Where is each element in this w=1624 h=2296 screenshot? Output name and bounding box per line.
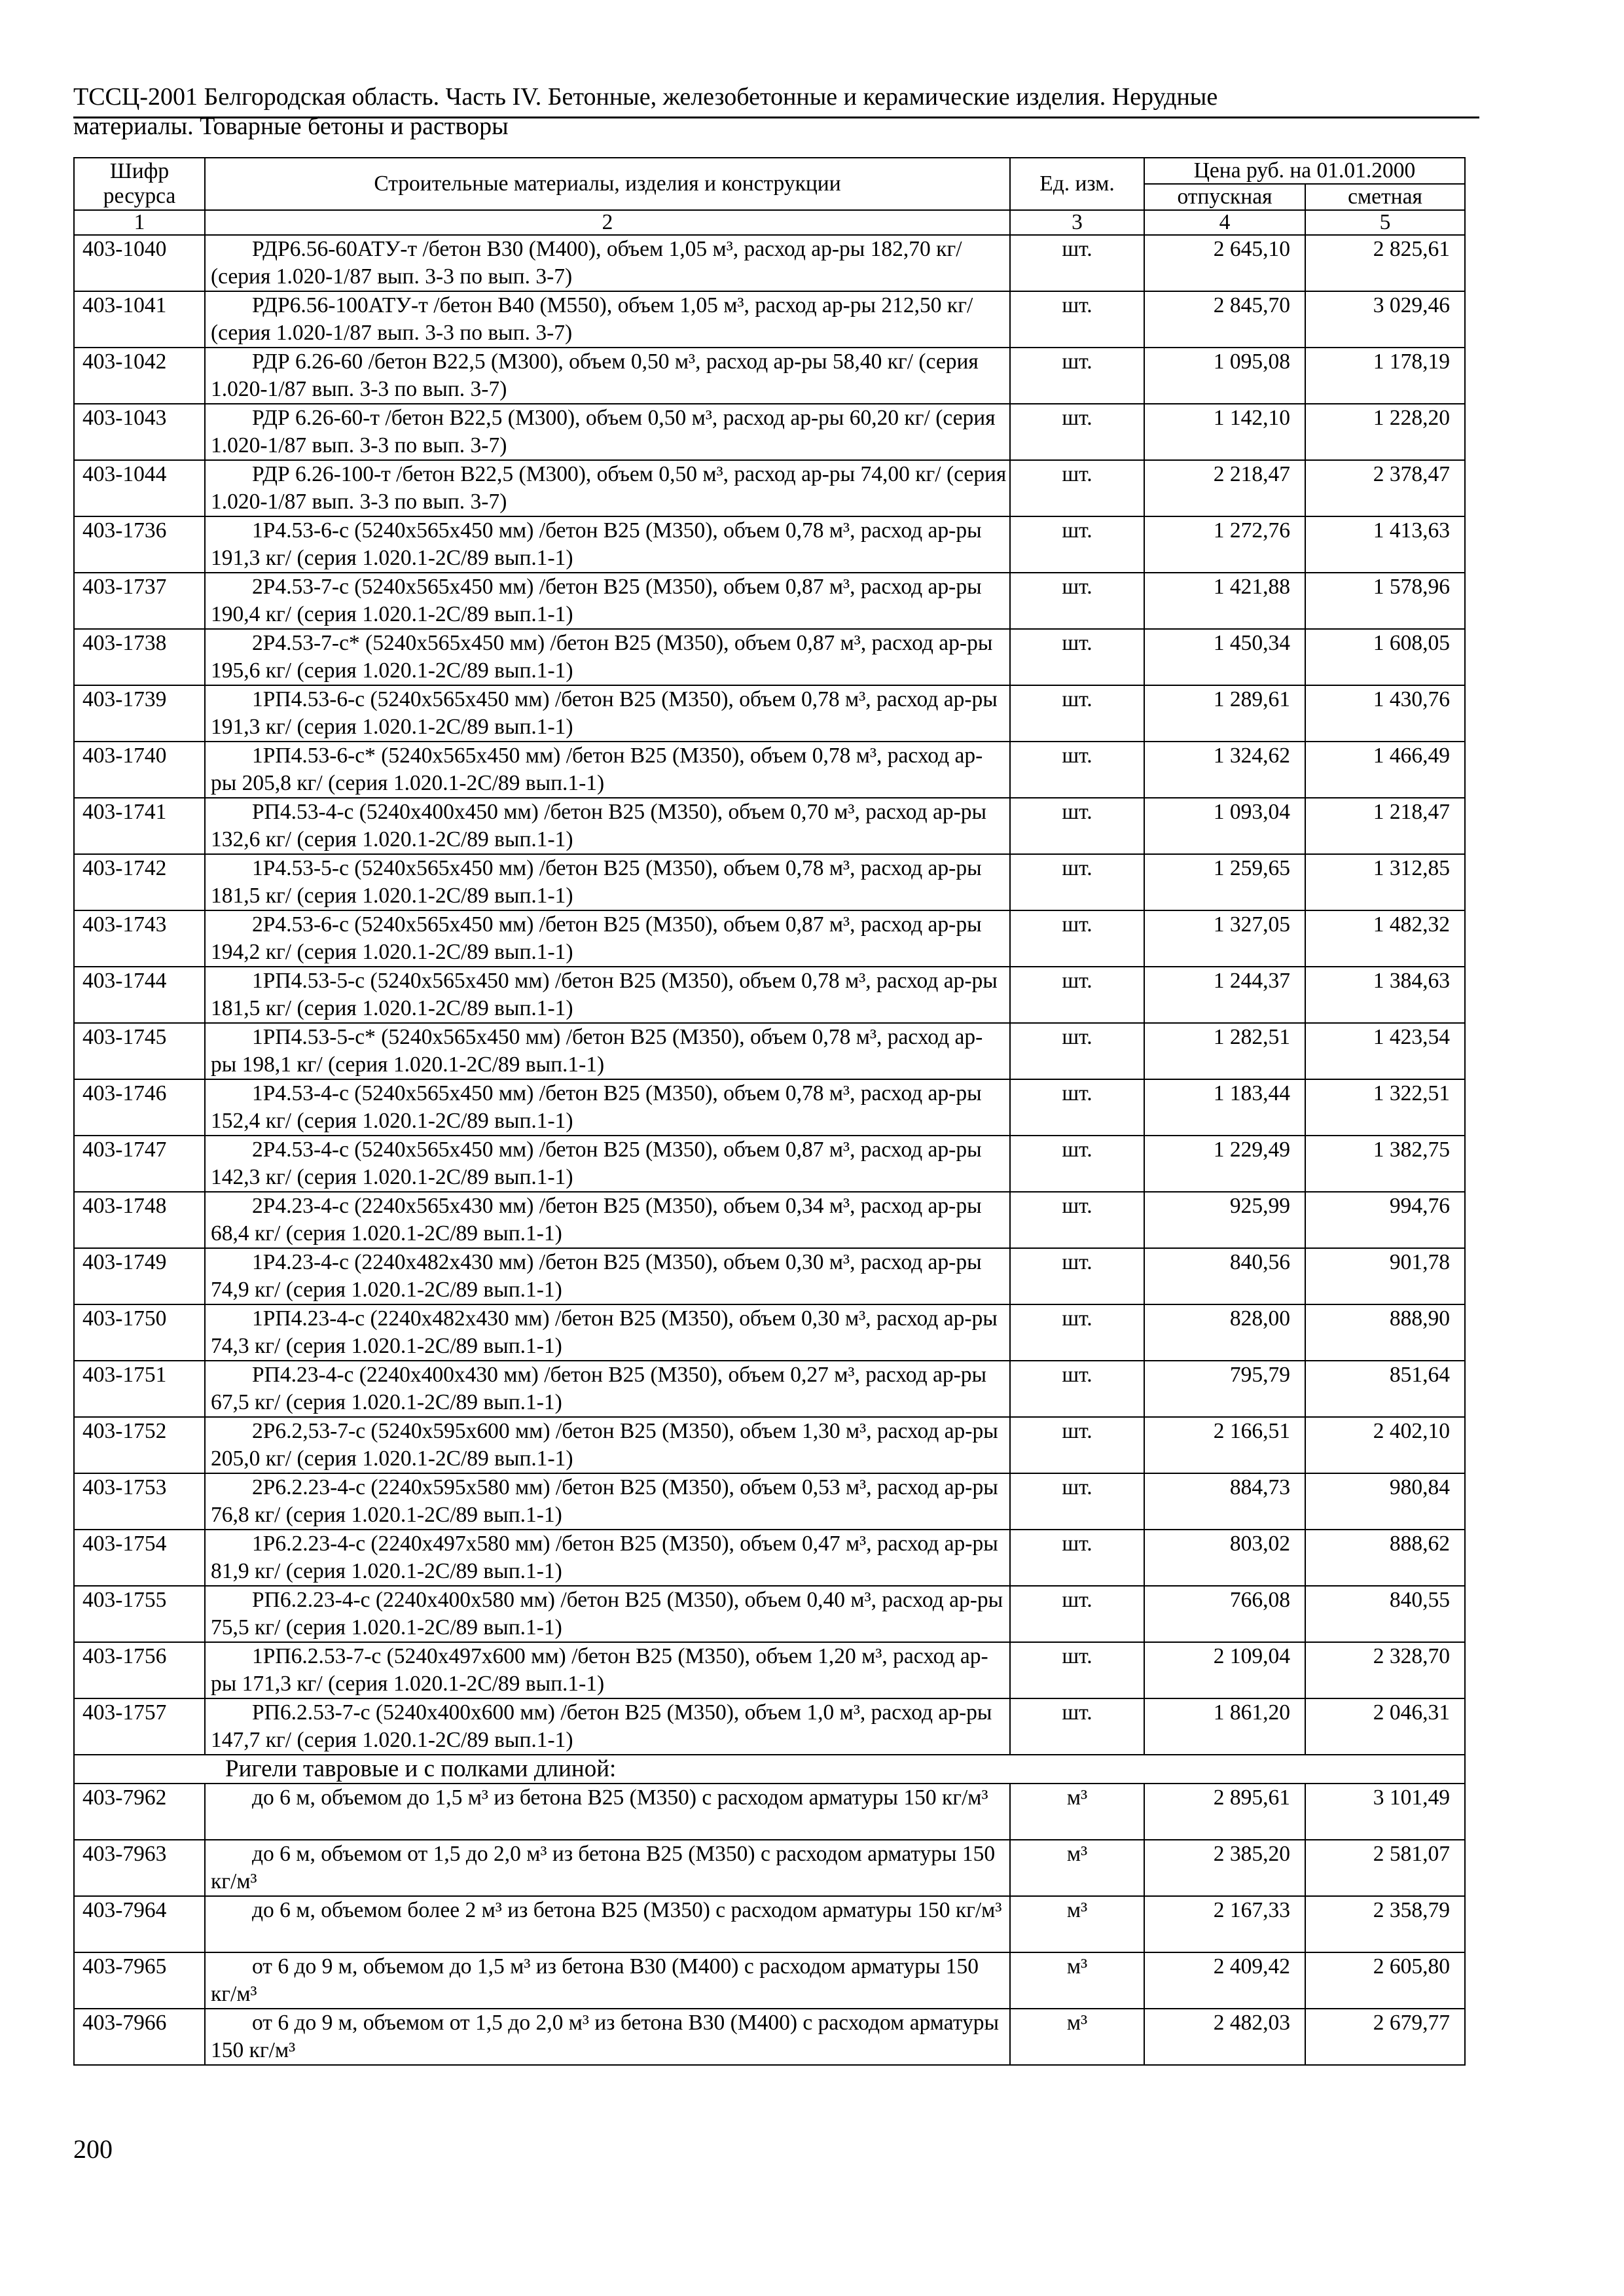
header-price-estimate: сметная [1305, 184, 1465, 210]
table-row [74, 1952, 1465, 2009]
resource-code: 403-1755 [74, 1586, 205, 1642]
price-release: 2 409,42 [1144, 1952, 1305, 2009]
resource-code: 403-1749 [74, 1248, 205, 1304]
resource-code: 403-1739 [74, 685, 205, 742]
material-description [205, 2009, 1010, 2065]
resource-code: 403-1756 [74, 1642, 205, 1698]
table-row [74, 573, 1465, 629]
material-description-text: РДР6.56-60АТУ-т /бетон В30 (М400), объем 1,05 м³, расход ар-ры 182,70 кг/ (серия 1.020-1/87 вып. 3-3 по вып. 3-7) [211, 237, 962, 289]
price-release: 2 482,03 [1144, 2009, 1305, 2065]
unit-of-measure: шт. [1010, 854, 1144, 910]
price-release: 795,79 [1144, 1361, 1305, 1417]
resource-code: 403-1040 [74, 235, 205, 291]
table-row [74, 854, 1465, 910]
price-estimate: 1 384,63 [1305, 967, 1465, 1023]
unit-of-measure: шт. [1010, 235, 1144, 291]
header-title-line-1: ТССЦ-2001 Белгородская область. Часть IV. Бетонные, железобетонные и керамические изделия. Нерудные [73, 83, 1218, 111]
material-description-text: 2Р4.23-4-с (2240х565х430 мм) /бетон В25 (М350), объем 0,34 м³, расход ар-ры 68,4 кг/ (серия 1.020.1-2С/89 вып.1-1) [211, 1194, 982, 1246]
material-description-text: 1Р4.53-4-с (5240х565х450 мм) /бетон В25 (М350), объем 0,78 м³, расход ар-ры 152,4 кг/ (серия 1.020.1-2С/89 вып.1-1) [211, 1081, 982, 1133]
page-header [73, 82, 1479, 141]
price-release: 2 895,61 [1144, 1784, 1305, 1840]
material-description-text: 1РП4.53-5-с (5240х565х450 мм) /бетон В25 (М350), объем 0,78 м³, расход ар-ры 181,5 кг/ (серия 1.020.1-2С/89 вып.1-1) [211, 969, 998, 1020]
material-description [205, 854, 1010, 910]
header-title-line-2: материалы. Товарные бетоны и растворы [73, 113, 509, 140]
table-row [74, 1698, 1465, 1755]
table-row [74, 1361, 1465, 1417]
material-description [205, 1473, 1010, 1530]
price-estimate: 2 402,10 [1305, 1417, 1465, 1473]
price-estimate: 1 178,19 [1305, 348, 1465, 404]
resource-code: 403-1042 [74, 348, 205, 404]
price-estimate: 994,76 [1305, 1192, 1465, 1248]
price-estimate: 1 312,85 [1305, 854, 1465, 910]
unit-of-measure: шт. [1010, 1023, 1144, 1079]
table-row [74, 910, 1465, 967]
price-release: 1 450,34 [1144, 629, 1305, 685]
unit-of-measure: шт. [1010, 967, 1144, 1023]
material-description [205, 348, 1010, 404]
resource-code: 403-7965 [74, 1952, 205, 2009]
price-estimate: 1 608,05 [1305, 629, 1465, 685]
resource-code: 403-1754 [74, 1530, 205, 1586]
price-estimate: 2 328,70 [1305, 1642, 1465, 1698]
price-estimate: 2 825,61 [1305, 235, 1465, 291]
material-description [205, 1698, 1010, 1755]
resource-code: 403-1738 [74, 629, 205, 685]
unit-of-measure: шт. [1010, 1304, 1144, 1361]
table-row [74, 967, 1465, 1023]
price-release: 1 282,51 [1144, 1023, 1305, 1079]
column-number: 2 [205, 210, 1010, 235]
material-description [205, 1417, 1010, 1473]
table-row [74, 291, 1465, 348]
column-numbers-row [74, 210, 1465, 235]
material-description [205, 1896, 1010, 1952]
resource-code: 403-7962 [74, 1784, 205, 1840]
price-release: 1 244,37 [1144, 967, 1305, 1023]
price-estimate: 3 101,49 [1305, 1784, 1465, 1840]
material-description-text: 1РП4.53-5-с* (5240х565х450 мм) /бетон В25 (М350), объем 0,78 м³, расход ар-ры 198,1 кг/ (серия 1.020.1-2С/89 вып.1-1) [211, 1025, 983, 1077]
material-description-text: РП6.2.53-7-с (5240х400х600 мм) /бетон В25 (М350), объем 1,0 м³, расход ар-ры 147,7 кг/ (серия 1.020.1-2С/89 вып.1-1) [211, 1700, 992, 1752]
table-row [74, 1642, 1465, 1698]
material-description [205, 1952, 1010, 2009]
resource-code: 403-1748 [74, 1192, 205, 1248]
price-estimate: 840,55 [1305, 1586, 1465, 1642]
header-name: Строительные материалы, изделия и конструкции [205, 158, 1010, 210]
unit-of-measure: шт. [1010, 1698, 1144, 1755]
table-row [74, 1304, 1465, 1361]
table-row [74, 1417, 1465, 1473]
price-release: 2 845,70 [1144, 291, 1305, 348]
header-unit: Ед. изм. [1010, 158, 1144, 210]
material-description [205, 516, 1010, 573]
resource-code: 403-7966 [74, 2009, 205, 2065]
price-estimate: 851,64 [1305, 1361, 1465, 1417]
price-estimate: 980,84 [1305, 1473, 1465, 1530]
material-description-text: до 6 м, объемом от 1,5 до 2,0 м³ из бетона В25 (М350) с расходом арматуры 150 кг/м³ [211, 1842, 996, 1893]
material-description [205, 1840, 1010, 1896]
resource-code: 403-1043 [74, 404, 205, 460]
unit-of-measure: шт. [1010, 742, 1144, 798]
unit-of-measure: шт. [1010, 910, 1144, 967]
material-description-text: 1Р6.2.23-4-с (2240х497х580 мм) /бетон В25 (М350), объем 0,47 м³, расход ар-ры 81,9 кг/ (серия 1.020.1-2С/89 вып.1-1) [211, 1532, 998, 1583]
unit-of-measure: шт. [1010, 1586, 1144, 1642]
unit-of-measure: шт. [1010, 573, 1144, 629]
resource-code: 403-1741 [74, 798, 205, 854]
price-estimate: 2 679,77 [1305, 2009, 1465, 2065]
material-description [205, 1784, 1010, 1840]
material-description [205, 910, 1010, 967]
price-release: 2 385,20 [1144, 1840, 1305, 1896]
unit-of-measure: шт. [1010, 1136, 1144, 1192]
material-description [205, 742, 1010, 798]
material-description-text: РП6.2.23-4-с (2240х400х580 мм) /бетон В25 (М350), объем 0,40 м³, расход ар-ры 75,5 кг/ (серия 1.020.1-2С/89 вып.1-1) [211, 1588, 1003, 1640]
price-release: 1 183,44 [1144, 1079, 1305, 1136]
resource-code: 403-1751 [74, 1361, 205, 1417]
table-row [74, 516, 1465, 573]
material-description-text: РДР 6.26-60 /бетон В22,5 (М300), объем 0,50 м³, расход ар-ры 58,40 кг/ (серия 1.020-1/87 вып. 3-3 по вып. 3-7) [211, 350, 979, 401]
price-release: 1 289,61 [1144, 685, 1305, 742]
resource-code: 403-1757 [74, 1698, 205, 1755]
material-description-text: РП4.53-4-с (5240х400х450 мм) /бетон В25 (М350), объем 0,70 м³, расход ар-ры 132,6 кг/ (серия 1.020.1-2С/89 вып.1-1) [211, 800, 987, 852]
price-release: 1 421,88 [1144, 573, 1305, 629]
unit-of-measure: м³ [1010, 1784, 1144, 1840]
material-description-text: РДР 6.26-100-т /бетон В22,5 (М300), объем 0,50 м³, расход ар-ры 74,00 кг/ (серия 1.020-1/87 вып. 3-3 по вып. 3-7) [211, 462, 1007, 514]
price-release: 766,08 [1144, 1586, 1305, 1642]
table-row [74, 742, 1465, 798]
table-row [74, 1784, 1465, 1840]
material-description-text: 2Р6.2.23-4-с (2240х595х580 мм) /бетон В25 (М350), объем 0,53 м³, расход ар-ры 76,8 кг/ (серия 1.020.1-2С/89 вып.1-1) [211, 1475, 998, 1527]
table-row [74, 1079, 1465, 1136]
resource-code: 403-1753 [74, 1473, 205, 1530]
material-description-text: до 6 м, объемом более 2 м³ из бетона В25 (М350) с расходом арматуры 150 кг/м³ [252, 1898, 1002, 1922]
resource-code: 403-1750 [74, 1304, 205, 1361]
table-row [74, 1192, 1465, 1248]
material-description [205, 404, 1010, 460]
price-estimate: 1 218,47 [1305, 798, 1465, 854]
price-estimate: 1 482,32 [1305, 910, 1465, 967]
table-row [74, 1586, 1465, 1642]
unit-of-measure: шт. [1010, 1642, 1144, 1698]
price-release: 1 095,08 [1144, 348, 1305, 404]
material-description [205, 629, 1010, 685]
column-number: 4 [1144, 210, 1305, 235]
material-description-text: от 6 до 9 м, объемом от 1,5 до 2,0 м³ из бетона В30 (М400) с расходом арматуры 150 кг/м³ [211, 2011, 999, 2062]
table-row [74, 1473, 1465, 1530]
price-estimate: 2 378,47 [1305, 460, 1465, 516]
price-release: 1 093,04 [1144, 798, 1305, 854]
material-description-text: РДР6.56-100АТУ-т /бетон В40 (М550), объем 1,05 м³, расход ар-ры 212,50 кг/ (серия 1.020-1/87 вып. 3-3 по вып. 3-7) [211, 293, 973, 345]
unit-of-measure: шт. [1010, 1248, 1144, 1304]
table-row [74, 348, 1465, 404]
price-estimate: 1 228,20 [1305, 404, 1465, 460]
table-row [74, 798, 1465, 854]
material-description [205, 1023, 1010, 1079]
header-rule [73, 117, 1479, 118]
table-row [74, 1023, 1465, 1079]
price-release: 1 272,76 [1144, 516, 1305, 573]
header-price-release: отпускная [1144, 184, 1305, 210]
header-code: Шифр ресурса [74, 158, 205, 210]
price-estimate: 2 046,31 [1305, 1698, 1465, 1755]
price-estimate: 1 322,51 [1305, 1079, 1465, 1136]
material-description [205, 798, 1010, 854]
unit-of-measure: шт. [1010, 516, 1144, 573]
material-description [205, 1304, 1010, 1361]
price-estimate: 1 430,76 [1305, 685, 1465, 742]
price-estimate: 901,78 [1305, 1248, 1465, 1304]
price-estimate: 2 605,80 [1305, 1952, 1465, 2009]
price-release: 2 109,04 [1144, 1642, 1305, 1698]
table-row [74, 1248, 1465, 1304]
resource-code: 403-1746 [74, 1079, 205, 1136]
material-description-text: 1Р4.53-6-с (5240х565х450 мм) /бетон В25 (М350), объем 0,78 м³, расход ар-ры 191,3 кг/ (серия 1.020.1-2С/89 вып.1-1) [211, 518, 982, 570]
unit-of-measure: м³ [1010, 1896, 1144, 1952]
table-row [74, 2009, 1465, 2065]
unit-of-measure: м³ [1010, 1840, 1144, 1896]
material-description [205, 967, 1010, 1023]
price-release: 1 229,49 [1144, 1136, 1305, 1192]
price-table [73, 157, 1466, 2066]
price-release: 1 324,62 [1144, 742, 1305, 798]
resource-code: 403-7963 [74, 1840, 205, 1896]
material-description [205, 460, 1010, 516]
resource-code: 403-1747 [74, 1136, 205, 1192]
price-release: 925,99 [1144, 1192, 1305, 1248]
material-description-text: от 6 до 9 м, объемом до 1,5 м³ из бетона В30 (М400) с расходом арматуры 150 кг/м³ [211, 1954, 979, 2006]
price-release: 2 645,10 [1144, 235, 1305, 291]
unit-of-measure: шт. [1010, 1473, 1144, 1530]
resource-code: 403-1744 [74, 967, 205, 1023]
unit-of-measure: шт. [1010, 404, 1144, 460]
material-description-text: до 6 м, объемом до 1,5 м³ из бетона В25 (М350) с расходом арматуры 150 кг/м³ [252, 1785, 988, 1810]
material-description-text: 1РП6.2.53-7-с (5240х497х600 мм) /бетон В25 (М350), объем 1,20 м³, расход ар-ры 171,3 кг/ (серия 1.020.1-2С/89 вып.1-1) [211, 1644, 988, 1696]
material-description [205, 291, 1010, 348]
unit-of-measure: м³ [1010, 2009, 1144, 2065]
unit-of-measure: шт. [1010, 1361, 1144, 1417]
unit-of-measure: шт. [1010, 291, 1144, 348]
price-estimate: 1 466,49 [1305, 742, 1465, 798]
unit-of-measure: шт. [1010, 629, 1144, 685]
table-row [74, 1136, 1465, 1192]
unit-of-measure: шт. [1010, 348, 1144, 404]
table-row [74, 1896, 1465, 1952]
price-estimate: 1 413,63 [1305, 516, 1465, 573]
material-description-text: 1РП4.53-6-с (5240х565х450 мм) /бетон В25 (М350), объем 0,78 м³, расход ар-ры 191,3 кг/ (серия 1.020.1-2С/89 вып.1-1) [211, 687, 998, 739]
column-number: 3 [1010, 210, 1144, 235]
resource-code: 403-1737 [74, 573, 205, 629]
material-description-text: 2Р4.53-7-с* (5240х565х450 мм) /бетон В25 (М350), объем 0,87 м³, расход ар-ры 195,6 кг/ (серия 1.020.1-2С/89 вып.1-1) [211, 631, 993, 683]
price-release: 1 259,65 [1144, 854, 1305, 910]
unit-of-measure: шт. [1010, 460, 1144, 516]
price-estimate: 1 423,54 [1305, 1023, 1465, 1079]
price-release: 828,00 [1144, 1304, 1305, 1361]
material-description-text: 2Р6.2,53-7-с (5240х595х600 мм) /бетон В25 (М350), объем 1,30 м³, расход ар-ры 205,0 кг/ (серия 1.020.1-2С/89 вып.1-1) [211, 1419, 998, 1471]
table-header [74, 158, 1465, 235]
table-row [74, 685, 1465, 742]
material-description-text: 1Р4.53-5-с (5240х565х450 мм) /бетон В25 (М350), объем 0,78 м³, расход ар-ры 181,5 кг/ (серия 1.020.1-2С/89 вып.1-1) [211, 856, 982, 908]
unit-of-measure: шт. [1010, 1192, 1144, 1248]
material-description-text: 1Р4.23-4-с (2240х482х430 мм) /бетон В25 (М350), объем 0,30 м³, расход ар-ры 74,9 кг/ (серия 1.020.1-2С/89 вып.1-1) [211, 1250, 982, 1302]
price-release: 803,02 [1144, 1530, 1305, 1586]
material-description-text: 2Р4.53-4-с (5240х565х450 мм) /бетон В25 (М350), объем 0,87 м³, расход ар-ры 142,3 кг/ (серия 1.020.1-2С/89 вып.1-1) [211, 1138, 982, 1189]
price-release: 1 327,05 [1144, 910, 1305, 967]
section-heading-row [74, 1755, 1465, 1784]
resource-code: 403-1740 [74, 742, 205, 798]
resource-code: 403-1742 [74, 854, 205, 910]
material-description-text: РДР 6.26-60-т /бетон В22,5 (М300), объем 0,50 м³, расход ар-ры 60,20 кг/ (серия 1.020-1/87 вып. 3-3 по вып. 3-7) [211, 406, 996, 457]
price-estimate: 888,62 [1305, 1530, 1465, 1586]
unit-of-measure: м³ [1010, 1952, 1144, 2009]
table-body [74, 235, 1465, 2065]
material-description [205, 1586, 1010, 1642]
material-description [205, 235, 1010, 291]
price-release: 884,73 [1144, 1473, 1305, 1530]
table-row [74, 235, 1465, 291]
price-release: 2 218,47 [1144, 460, 1305, 516]
column-number: 1 [74, 210, 205, 235]
price-estimate: 2 358,79 [1305, 1896, 1465, 1952]
material-description [205, 1136, 1010, 1192]
page-number: 200 [73, 2134, 113, 2164]
header-price-group: Цена руб. на 01.01.2000 [1144, 158, 1465, 184]
table-row [74, 404, 1465, 460]
unit-of-measure: шт. [1010, 1530, 1144, 1586]
material-description [205, 1530, 1010, 1586]
material-description-text: РП4.23-4-с (2240х400х430 мм) /бетон В25 (М350), объем 0,27 м³, расход ар-ры 67,5 кг/ (серия 1.020.1-2С/89 вып.1-1) [211, 1363, 987, 1414]
material-description [205, 1079, 1010, 1136]
price-release: 2 167,33 [1144, 1896, 1305, 1952]
column-number: 5 [1305, 210, 1465, 235]
price-estimate: 2 581,07 [1305, 1840, 1465, 1896]
material-description-text: 2Р4.53-6-с (5240х565х450 мм) /бетон В25 (М350), объем 0,87 м³, расход ар-ры 194,2 кг/ (серия 1.020.1-2С/89 вып.1-1) [211, 912, 982, 964]
table-row [74, 460, 1465, 516]
unit-of-measure: шт. [1010, 1417, 1144, 1473]
price-estimate: 888,90 [1305, 1304, 1465, 1361]
resource-code: 403-1752 [74, 1417, 205, 1473]
material-description [205, 1361, 1010, 1417]
material-description [205, 573, 1010, 629]
material-description-text: 2Р4.53-7-с (5240х565х450 мм) /бетон В25 (М350), объем 0,87 м³, расход ар-ры 190,4 кг/ (серия 1.020.1-2С/89 вып.1-1) [211, 575, 982, 626]
table-row [74, 1840, 1465, 1896]
price-estimate: 3 029,46 [1305, 291, 1465, 348]
price-estimate: 1 382,75 [1305, 1136, 1465, 1192]
material-description-text: 1РП4.23-4-с (2240х482х430 мм) /бетон В25 (М350), объем 0,30 м³, расход ар-ры 74,3 кг/ (серия 1.020.1-2С/89 вып.1-1) [211, 1306, 998, 1358]
table-row [74, 629, 1465, 685]
resource-code: 403-1044 [74, 460, 205, 516]
resource-code: 403-1736 [74, 516, 205, 573]
price-release: 1 861,20 [1144, 1698, 1305, 1755]
resource-code: 403-7964 [74, 1896, 205, 1952]
material-description [205, 1642, 1010, 1698]
resource-code: 403-1743 [74, 910, 205, 967]
price-release: 1 142,10 [1144, 404, 1305, 460]
table-row [74, 1530, 1465, 1586]
unit-of-measure: шт. [1010, 798, 1144, 854]
material-description [205, 685, 1010, 742]
material-description [205, 1248, 1010, 1304]
material-description-text: 1РП4.53-6-с* (5240х565х450 мм) /бетон В25 (М350), объем 0,78 м³, расход ар-ры 205,8 кг/ (серия 1.020.1-2С/89 вып.1-1) [211, 744, 983, 795]
unit-of-measure: шт. [1010, 1079, 1144, 1136]
price-release: 2 166,51 [1144, 1417, 1305, 1473]
unit-of-measure: шт. [1010, 685, 1144, 742]
section-title: Ригели тавровые и с полками длиной: [74, 1755, 1465, 1784]
price-estimate: 1 578,96 [1305, 573, 1465, 629]
material-description [205, 1192, 1010, 1248]
price-release: 840,56 [1144, 1248, 1305, 1304]
resource-code: 403-1745 [74, 1023, 205, 1079]
resource-code: 403-1041 [74, 291, 205, 348]
